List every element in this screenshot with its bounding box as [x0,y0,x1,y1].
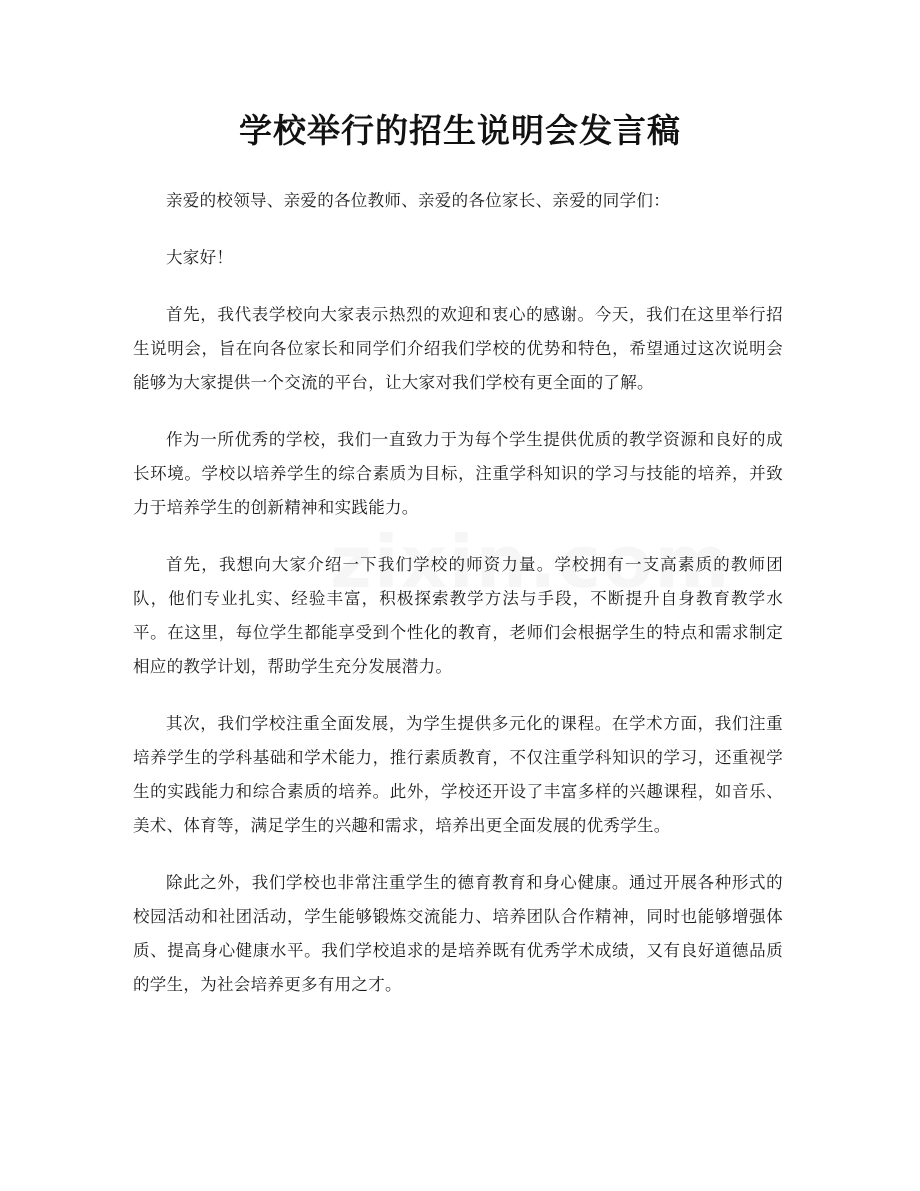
greeting: 大家好！ [166,248,234,267]
paragraph-moral-education: 除此之外，我们学校也非常注重学生的德育教育和身心健康。通过开展各种形式的校园活动和社团活动，学生能够锻炼交流能力、培养团队合作精神，同时也能够增强体质、提高身心健康水平。我们学校追求的是培养既有优秀学术成绩，又有良好道德品质的学生，为社会培养更多有用之才。 [133,873,783,994]
document-body [133,184,783,1025]
paragraph-mission: 作为一所优秀的学校，我们一直致力于为每个学生提供优质的教学资源和良好的成长环境。学校以培养学生的综合素质为目标，注重学科知识的学习与技能的培养，并致力于培养学生的创新精神和实践能力。 [133,430,783,517]
salutation: 亲爱的校领导、亲爱的各位教师、亲爱的各位家长、亲爱的同学们： [166,191,670,210]
paragraph-welcome: 首先，我代表学校向大家表示热烈的欢迎和衷心的感谢。今天，我们在这里举行招生说明会，旨在向各位家长和同学们介绍我们学校的优势和特色，希望通过这次说明会能够为大家提供一个交流的平台，让大家对我们学校有更全面的了解。 [133,305,783,392]
paragraph-faculty: 首先，我想向大家介绍一下我们学校的师资力量。学校拥有一支高素质的教师团队，他们专业扎实、经验丰富，积极探索教学方法与手段，不断提升自身教育教学水平。在这里，每位学生都能享受到个性化的教育，老师们会根据学生的特点和需求制定相应的教学计划，帮助学生充分发展潜力。 [133,555,783,676]
document-title: 学校举行的招生说明会发言稿 [239,111,681,150]
paragraph-curriculum: 其次，我们学校注重全面发展，为学生提供多元化的课程。在学术方面，我们注重培养学生的学科基础和学术能力，推行素质教育，不仅注重学科知识的学习，还重视学生的实践能力和综合素质的培养。此外，学校还开设了丰富多样的兴趣课程，如音乐、美术、体育等，满足学生的兴趣和需求，培养出更全面发展的优秀学生。 [133,714,783,835]
